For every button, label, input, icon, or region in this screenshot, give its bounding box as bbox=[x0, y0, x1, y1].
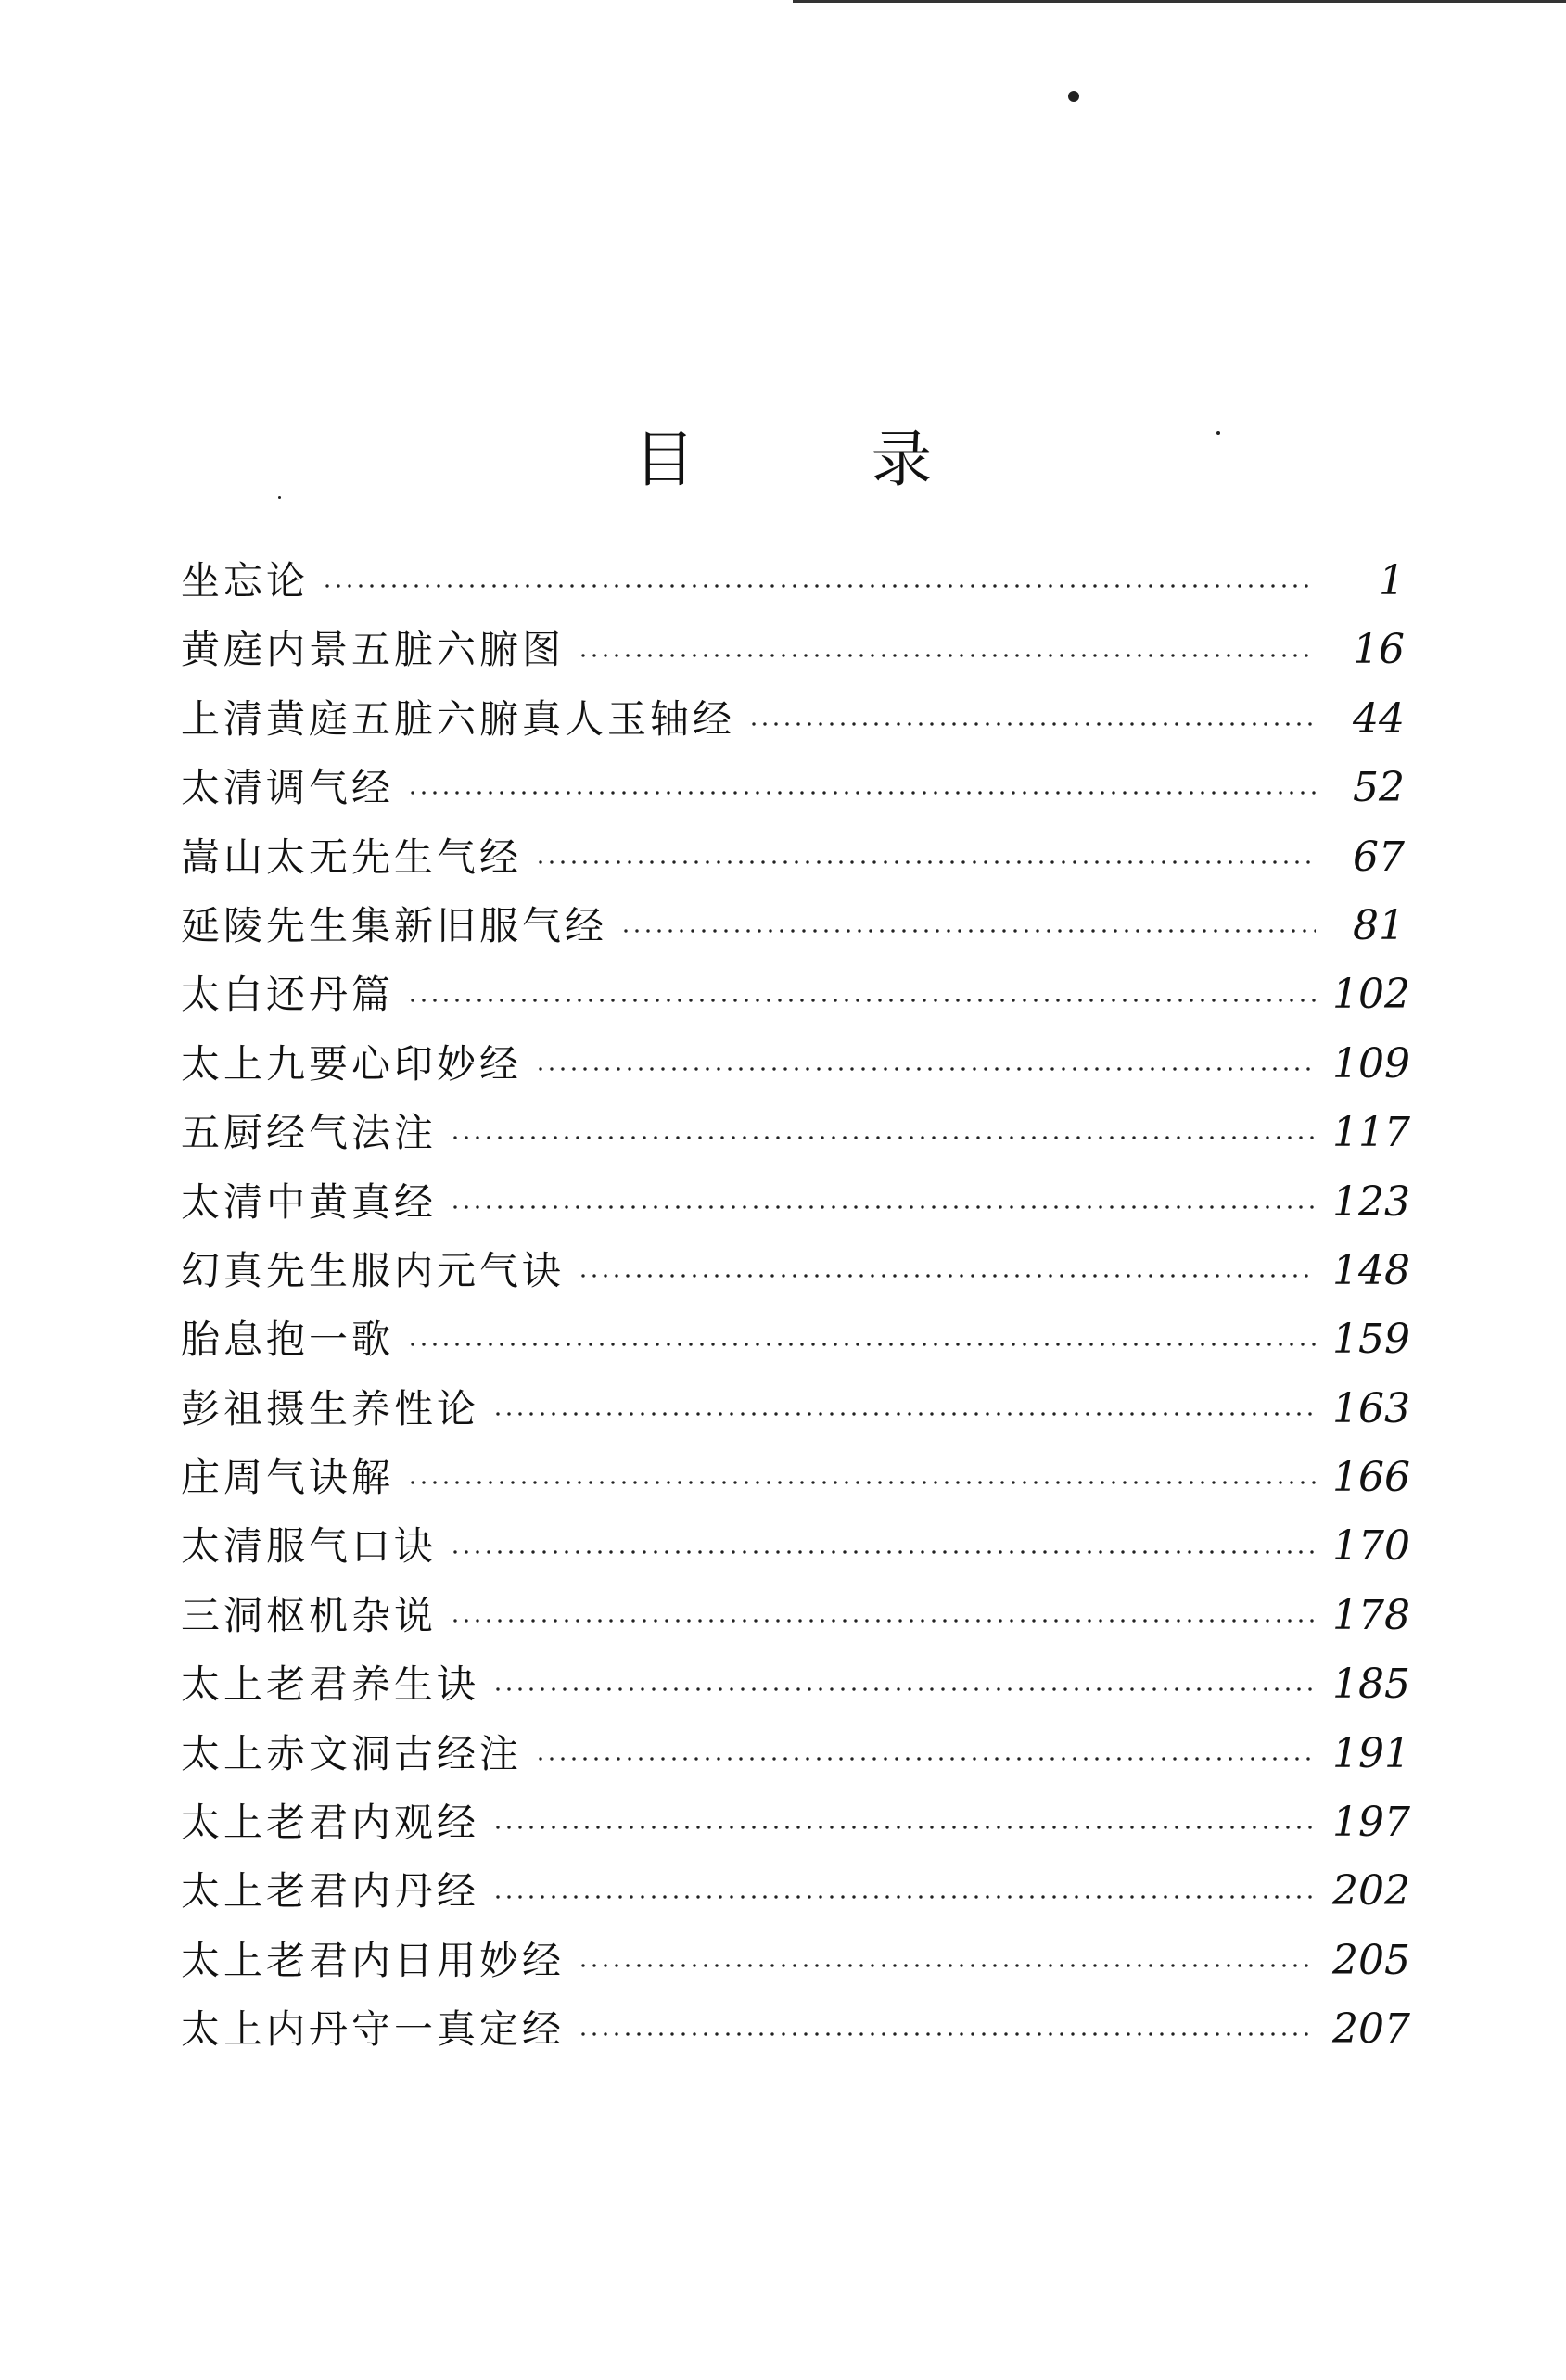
toc-entry[interactable] bbox=[181, 754, 1405, 822]
toc-entry[interactable] bbox=[181, 1788, 1410, 1857]
toc-entry[interactable] bbox=[181, 1030, 1410, 1099]
toc-entry-page: 52 bbox=[1353, 764, 1405, 812]
dot-leader bbox=[748, 722, 1316, 726]
dot-leader bbox=[450, 1136, 1316, 1139]
toc-entry-page: 1 bbox=[1379, 557, 1405, 605]
print-speck bbox=[1068, 91, 1079, 102]
toc-entry-page: 16 bbox=[1353, 626, 1405, 674]
toc-entry-title: 太上赤文洞古经注 bbox=[181, 1730, 523, 1776]
toc-entry[interactable] bbox=[181, 1237, 1410, 1305]
dot-leader bbox=[407, 999, 1316, 1002]
dot-leader bbox=[535, 1757, 1316, 1761]
dot-leader bbox=[450, 1619, 1316, 1623]
dot-leader bbox=[578, 2032, 1316, 2036]
dot-leader bbox=[492, 1687, 1316, 1691]
toc-entry-title: 太上九要心印妙经 bbox=[181, 1040, 523, 1087]
dot-leader bbox=[407, 1343, 1316, 1346]
toc-entry[interactable] bbox=[181, 961, 1410, 1029]
dot-leader bbox=[492, 1895, 1316, 1899]
toc-entry-title: 嵩山太无先生气经 bbox=[181, 834, 523, 880]
toc-entry[interactable] bbox=[181, 1444, 1410, 1512]
toc-entry-title: 黄庭内景五脏六腑图 bbox=[181, 627, 566, 673]
dot-leader bbox=[535, 1067, 1316, 1071]
toc-entry[interactable] bbox=[181, 1582, 1410, 1650]
toc-entry-title: 彭祖摄生养性论 bbox=[181, 1385, 480, 1432]
toc-entry[interactable] bbox=[181, 1720, 1410, 1788]
toc-entry[interactable] bbox=[181, 1857, 1410, 1926]
toc-entry-page: 81 bbox=[1353, 901, 1405, 949]
toc-entry-title: 上清黄庭五脏六腑真人玉轴经 bbox=[181, 695, 736, 742]
toc-entry[interactable] bbox=[181, 547, 1405, 616]
toc-entry-page: 102 bbox=[1332, 971, 1410, 1019]
dot-leader bbox=[620, 929, 1316, 933]
toc-entry[interactable] bbox=[181, 616, 1405, 684]
toc-entry-page: 202 bbox=[1332, 1867, 1410, 1915]
toc-entry-page: 191 bbox=[1332, 1729, 1410, 1777]
toc-entry[interactable] bbox=[181, 1995, 1410, 2064]
toc-entry-title: 庄周气诀解 bbox=[181, 1455, 395, 1501]
toc-entry-page: 170 bbox=[1332, 1522, 1410, 1571]
toc-entry-page: 197 bbox=[1332, 1799, 1410, 1847]
dot-leader bbox=[492, 1826, 1316, 1829]
toc-entry[interactable] bbox=[181, 1927, 1410, 1995]
toc-entry-page: 205 bbox=[1332, 1936, 1410, 1984]
dot-leader bbox=[578, 1964, 1316, 1967]
toc-entry-title: 太清服气口诀 bbox=[181, 1523, 438, 1570]
top-edge-rule bbox=[793, 0, 1566, 3]
toc-entry-title: 太清调气经 bbox=[181, 765, 395, 811]
toc-entry[interactable] bbox=[181, 823, 1405, 892]
toc-entry-page: 117 bbox=[1332, 1109, 1410, 1157]
toc-entry-title: 太清中黄真经 bbox=[181, 1178, 438, 1225]
toc-entry[interactable] bbox=[181, 1168, 1410, 1237]
toc-entry-title: 延陵先生集新旧服气经 bbox=[181, 902, 608, 948]
dot-leader bbox=[578, 654, 1316, 657]
toc-entry-page: 44 bbox=[1353, 694, 1405, 743]
dot-leader bbox=[535, 860, 1316, 864]
toc-entry-title: 三洞枢机杂说 bbox=[181, 1592, 438, 1638]
page-title bbox=[0, 410, 1566, 498]
toc-entry[interactable] bbox=[181, 1099, 1410, 1167]
toc-entry-page: 207 bbox=[1332, 2005, 1410, 2054]
toc-entry[interactable] bbox=[181, 1650, 1410, 1719]
toc-entry-title: 太上老君内观经 bbox=[181, 1800, 480, 1846]
toc-entry-title: 太白还丹篇 bbox=[181, 972, 395, 1018]
toc-entry-title: 坐忘论 bbox=[181, 558, 310, 604]
title-char-2: 录 bbox=[871, 424, 933, 496]
dot-leader bbox=[322, 584, 1316, 588]
toc-entry-title: 胎息抱一歌 bbox=[181, 1317, 395, 1363]
dot-leader bbox=[492, 1412, 1316, 1416]
toc-entry-page: 159 bbox=[1332, 1316, 1410, 1364]
toc-entry[interactable] bbox=[181, 892, 1405, 961]
toc-entry-page: 178 bbox=[1332, 1591, 1410, 1639]
toc-entry-page: 163 bbox=[1332, 1384, 1410, 1432]
table-of-contents bbox=[181, 547, 1410, 2065]
toc-entry[interactable] bbox=[181, 685, 1405, 754]
dot-leader bbox=[578, 1274, 1316, 1278]
toc-entry-title: 太上内丹守一真定经 bbox=[181, 2006, 566, 2053]
dot-leader bbox=[407, 791, 1316, 795]
toc-entry-title: 五厨经气法注 bbox=[181, 1110, 438, 1156]
toc-entry-page: 123 bbox=[1332, 1177, 1410, 1226]
toc-entry-title: 幻真先生服内元气诀 bbox=[181, 1247, 566, 1293]
dot-leader bbox=[407, 1481, 1316, 1484]
toc-entry-title: 太上老君内丹经 bbox=[181, 1868, 480, 1915]
toc-entry[interactable] bbox=[181, 1375, 1410, 1444]
toc-entry-page: 67 bbox=[1353, 833, 1405, 881]
toc-entry-page: 148 bbox=[1332, 1246, 1410, 1294]
toc-entry[interactable] bbox=[181, 1305, 1410, 1374]
toc-entry-page: 166 bbox=[1332, 1454, 1410, 1502]
title-char-1: 目 bbox=[633, 424, 695, 496]
toc-entry-title: 太上老君内日用妙经 bbox=[181, 1937, 566, 1983]
toc-entry[interactable] bbox=[181, 1512, 1410, 1581]
dot-leader bbox=[450, 1550, 1316, 1554]
toc-entry-title: 太上老君养生诀 bbox=[181, 1661, 480, 1708]
toc-entry-page: 109 bbox=[1332, 1039, 1410, 1088]
dot-leader bbox=[450, 1205, 1316, 1209]
toc-entry-page: 185 bbox=[1332, 1661, 1410, 1709]
